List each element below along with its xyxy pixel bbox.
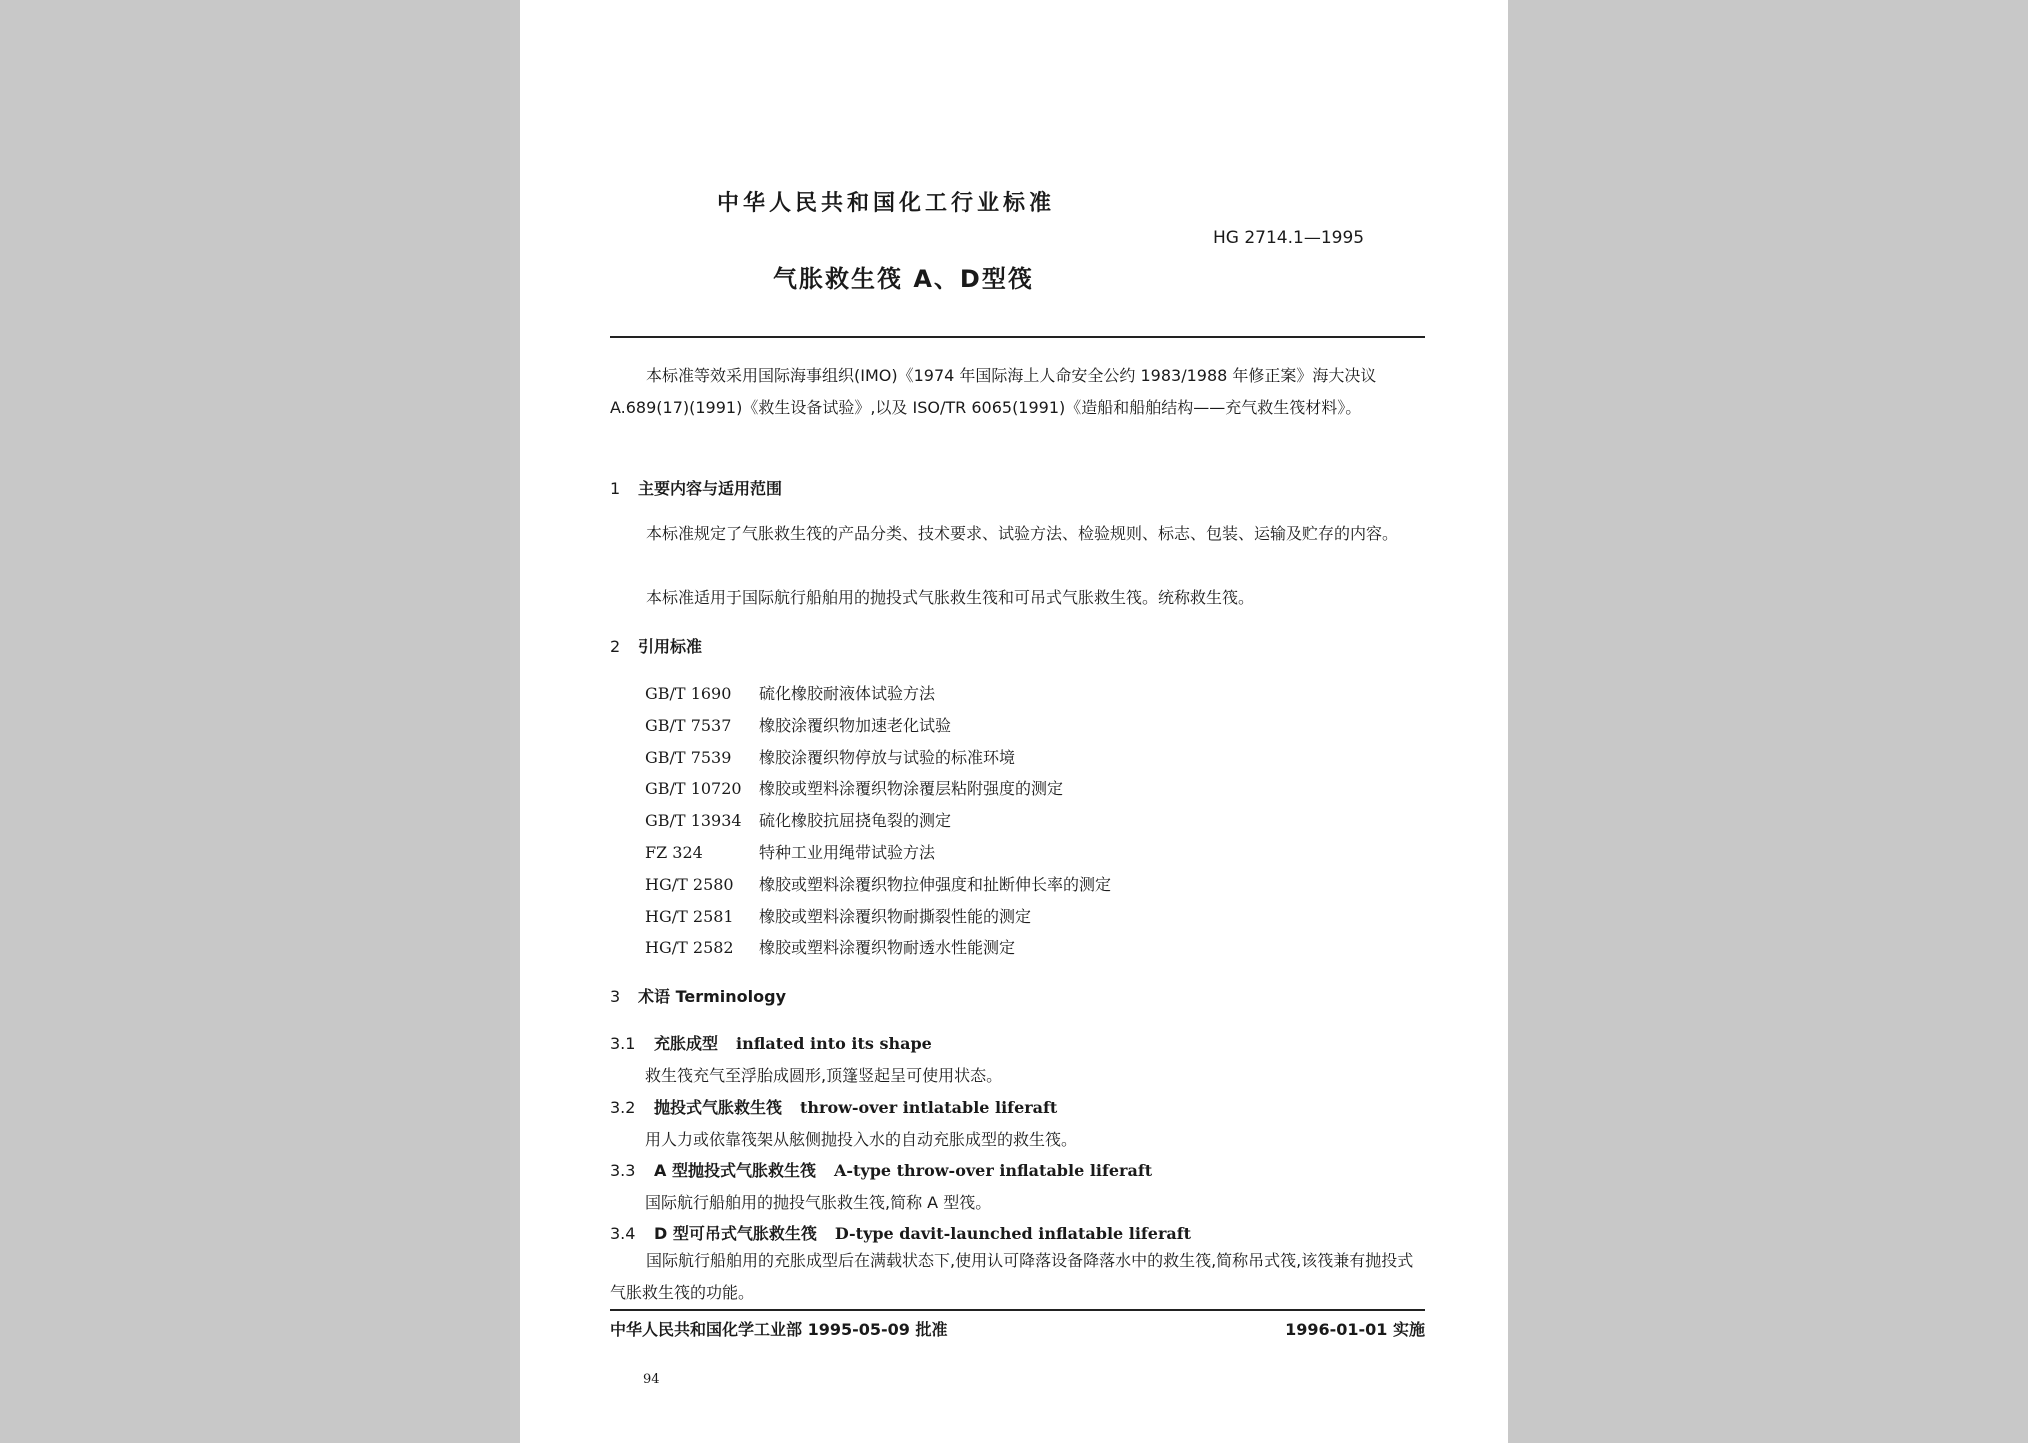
ref-title: 硫化橡胶耐液体试验方法 bbox=[759, 684, 936, 703]
section-number: 3 bbox=[610, 987, 621, 1006]
term-3-3-heading bbox=[610, 1158, 1152, 1181]
section-title: 主要内容与适用范围 bbox=[638, 479, 783, 498]
standard-category-title: 中华人民共和国化工行业标准 bbox=[717, 191, 1056, 216]
section-title: 术语 Terminology bbox=[638, 987, 787, 1006]
term-3-4-heading bbox=[610, 1221, 1191, 1244]
ref-code: HG/T 2582 bbox=[645, 938, 734, 958]
term-3-1-definition: 救生筏充气至浮胎成圆形,顶篷竖起呈可使用状态。 bbox=[645, 1066, 1003, 1085]
list-item bbox=[645, 678, 1111, 710]
ref-code: HG/T 2581 bbox=[645, 906, 734, 926]
ref-title: 橡胶或塑料涂覆织物耐撕裂性能的测定 bbox=[759, 906, 1032, 926]
ref-code: GB/T 7539 bbox=[645, 747, 732, 767]
ref-title: 橡胶或塑料涂覆织物涂覆层粘附强度的测定 bbox=[759, 779, 1064, 799]
term-english: throw-over intlatable liferaft bbox=[800, 1098, 1058, 1117]
list-item bbox=[645, 869, 1111, 901]
list-item bbox=[645, 932, 1111, 964]
term-number: 3.1 bbox=[610, 1034, 636, 1053]
list-item bbox=[645, 742, 1111, 774]
ref-title: 橡胶涂覆织物加速老化试验 bbox=[759, 715, 952, 735]
approval-info: 中华人民共和国化学工业部 1995-05-09 批准 bbox=[610, 1320, 948, 1339]
term-3-3-definition: 国际航行船舶用的抛投气胀救生筏,简称 A 型筏。 bbox=[645, 1193, 992, 1212]
intro-paragraph: 本标准等效采用国际海事组织(IMO)《1974 年国际海上人命安全公约 1983/1988 年修正案》海大决议 A.689(17)(1991)《救生设备试验》,以及 ISO/TR 6065(1991)《造船和船舶结构——充气救生筏材料》。 bbox=[610, 366, 1377, 417]
section-2-heading bbox=[610, 634, 702, 657]
ref-code: FZ 324 bbox=[645, 842, 703, 862]
ref-code: GB/T 1690 bbox=[645, 684, 732, 703]
term-chinese: 充胀成型 bbox=[654, 1034, 719, 1053]
section-3-heading bbox=[610, 984, 786, 1007]
list-item bbox=[645, 837, 1111, 869]
ref-code: GB/T 7537 bbox=[645, 715, 732, 735]
term-3-2-heading bbox=[610, 1095, 1057, 1118]
term-chinese: 抛投式气胀救生筏 bbox=[654, 1098, 783, 1117]
title-divider bbox=[610, 336, 1425, 338]
term-english: inflated into its shape bbox=[736, 1034, 932, 1053]
section-title: 引用标准 bbox=[638, 637, 703, 656]
ref-title: 橡胶或塑料涂覆织物拉伸强度和扯断伸长率的测定 bbox=[759, 874, 1112, 894]
ref-title: 橡胶涂覆织物停放与试验的标准环境 bbox=[759, 747, 1016, 767]
term-3-2-definition: 用人力或依靠筏架从舷侧抛投入水的自动充胀成型的救生筏。 bbox=[645, 1130, 1078, 1149]
section-1-paragraph-2: 本标准适用于国际航行船舶用的抛投式气胀救生筏和可吊式气胀救生筏。统称救生筏。 bbox=[646, 588, 1255, 607]
term-english: D-type davit-launched inflatable liferaft bbox=[834, 1224, 1192, 1243]
list-item bbox=[645, 901, 1111, 933]
document-title: 气胀救生筏 A、D型筏 bbox=[773, 265, 1034, 293]
term-3-4-definition: 国际航行船舶用的充胀成型后在满载状态下,使用认可降落设备降落水中的救生筏,简称吊式筏,该筏兼有抛投式气胀救生筏的功能。 bbox=[610, 1251, 1414, 1302]
section-1-heading bbox=[610, 476, 782, 499]
term-number: 3.4 bbox=[610, 1224, 636, 1243]
term-chinese: D 型可吊式气胀救生筏 bbox=[654, 1224, 817, 1243]
ref-code: GB/T 10720 bbox=[645, 779, 742, 799]
ref-title: 橡胶或塑料涂覆织物耐透水性能测定 bbox=[759, 938, 1016, 958]
ref-title: 特种工业用绳带试验方法 bbox=[759, 842, 936, 862]
page-number: 94 bbox=[643, 1372, 660, 1387]
section-number: 1 bbox=[610, 479, 621, 498]
term-3-1-heading bbox=[610, 1031, 932, 1054]
ref-code: GB/T 13934 bbox=[645, 811, 742, 831]
term-number: 3.2 bbox=[610, 1098, 636, 1117]
section-1-paragraph-1: 本标准规定了气胀救生筏的产品分类、技术要求、试验方法、检验规则、标志、包装、运输及贮存的内容。 bbox=[646, 524, 1399, 543]
ref-code: HG/T 2580 bbox=[645, 874, 734, 894]
standard-number: HG 2714.1—1995 bbox=[1213, 228, 1365, 248]
term-chinese: A 型抛投式气胀救生筏 bbox=[654, 1161, 816, 1180]
list-item bbox=[645, 710, 1111, 742]
document-page bbox=[520, 0, 1508, 1443]
list-item bbox=[645, 773, 1111, 805]
term-number: 3.3 bbox=[610, 1161, 636, 1180]
section-number: 2 bbox=[610, 637, 621, 656]
footer-divider bbox=[610, 1309, 1425, 1311]
effective-date: 1996-01-01 实施 bbox=[1285, 1320, 1425, 1339]
referenced-standards-list bbox=[645, 678, 1111, 964]
ref-title: 硫化橡胶抗屈挠龟裂的测定 bbox=[759, 811, 952, 831]
term-english: A-type throw-over inflatable liferaft bbox=[833, 1161, 1153, 1180]
list-item bbox=[645, 805, 1111, 837]
